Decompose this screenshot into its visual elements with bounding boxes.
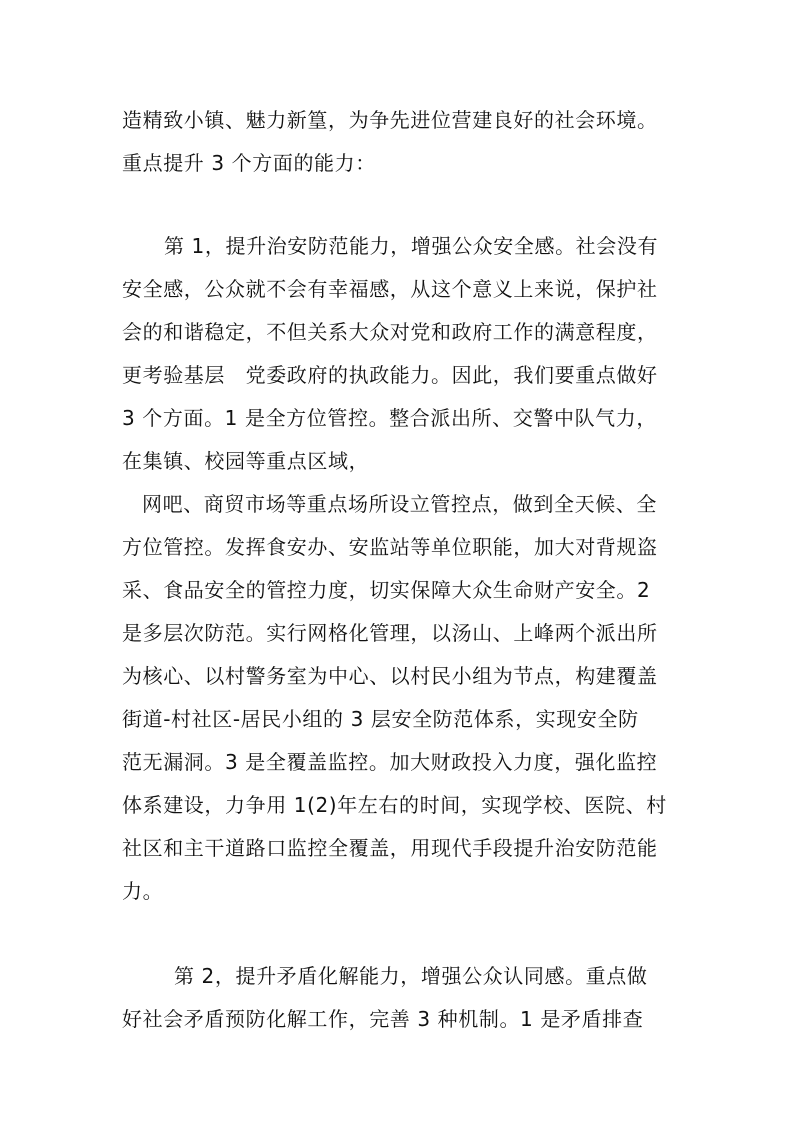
- text-line: 3 个方面。1 是全方位管控。整合派出所、交警中队气力，: [122, 406, 657, 430]
- text-line: 街道-村社区-居民小组的 3 层安全防范体系，实现安全防: [122, 707, 639, 731]
- text-line: 采、食品安全的管控力度，切实保障大众生命财产安全。2: [122, 578, 651, 602]
- text-line: 在集镇、校园等重点区域，: [122, 449, 370, 473]
- text-line: 社区和主干道路口监控全覆盖，用现代手段提升治安防范能: [122, 836, 658, 860]
- text-line: 好社会矛盾预防化解工作，完善 3 种机制。1 是矛盾排查: [122, 1007, 644, 1031]
- text-line: 重点提升 3 个方面的能力：: [122, 151, 376, 175]
- text-line: 范无漏洞。3 是全覆盖监控。加大财政投入力度，强化监控: [122, 750, 658, 774]
- paragraph-heading-1: 第 1，提升治安防范能力，增强公众安全感。社会没有: [164, 234, 659, 258]
- text-line: 会的和谐稳定，不但关系大众对党和政府工作的满意程度，: [122, 320, 658, 344]
- text-line: 安全感，公众就不会有幸福感，从这个意义上来说，保护社: [122, 277, 658, 301]
- text-line: 体系建设，力争用 1(2)年左右的时间，实现学校、医院、村: [122, 793, 667, 817]
- paragraph-heading-2: 第 2，提升矛盾化解能力，增强公众认同感。重点做: [174, 964, 648, 988]
- text-line: 方位管控。发挥食安办、安监站等单位职能，加大对背规盗: [122, 535, 658, 559]
- text-line: 更考验基层 党委政府的执政能力。因此，我们要重点做好: [122, 363, 658, 387]
- text-line: 是多层次防范。实行网格化管理，以汤山、上峰两个派出所: [122, 621, 658, 645]
- text-line: 为核心、以村警务室为中心、以村民小组为节点，构建覆盖: [122, 664, 658, 688]
- text-line: 造精致小镇、魅力新篁，为争先进位营建良好的社会环境。: [122, 108, 658, 132]
- text-line: 力。: [122, 879, 164, 903]
- text-line: 网吧、商贸市场等重点场所设立管控点，做到全天候、全: [142, 492, 657, 516]
